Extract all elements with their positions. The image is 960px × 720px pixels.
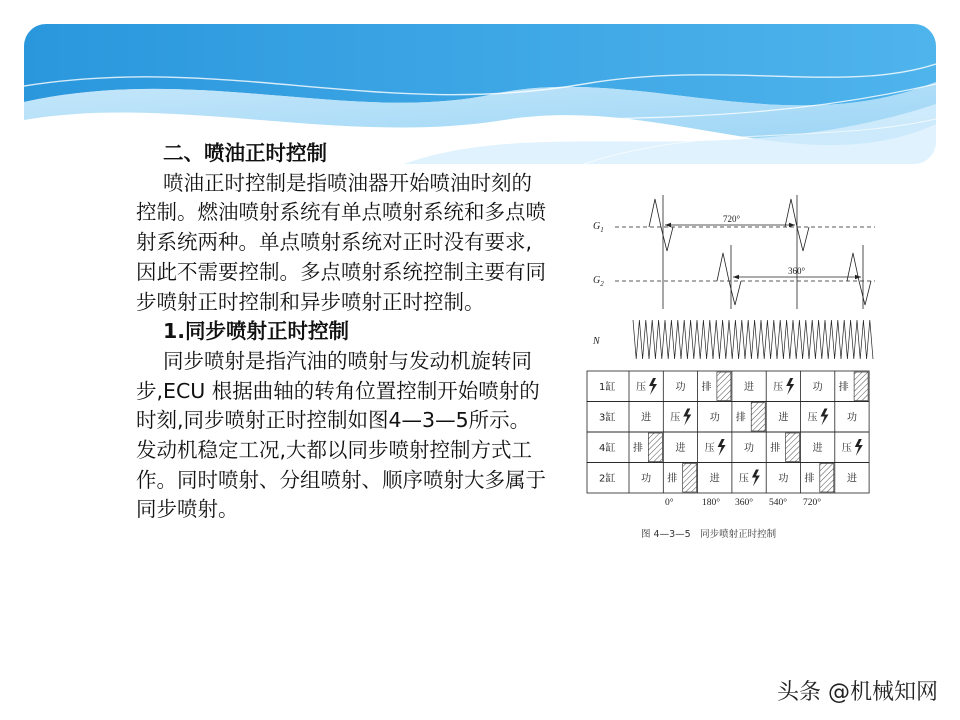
signal-label-g2: $G_2$ bbox=[593, 275, 604, 288]
stroke-cell-text: 压 bbox=[841, 443, 852, 454]
watermark: 头条 @机械知网 bbox=[777, 680, 938, 705]
stroke-cell-text: 功 bbox=[675, 382, 686, 393]
stroke-cell-text: 排 bbox=[770, 443, 781, 454]
stroke-cell-text: 进 bbox=[675, 443, 686, 454]
n-signal-wave bbox=[633, 320, 873, 359]
stroke-cell-text: 排 bbox=[633, 443, 643, 454]
stroke-cell-text: 压 bbox=[807, 412, 818, 424]
stroke-cell-text: 排 bbox=[838, 382, 849, 393]
stroke-cell-text: 压 bbox=[773, 382, 784, 393]
stroke-cell-text: 进 bbox=[744, 382, 755, 393]
angle-label: 0° bbox=[665, 498, 674, 508]
figure-caption: 图 4—3—5 同步喷射正时控制 bbox=[641, 529, 777, 540]
label-720-degrees: 720° bbox=[723, 214, 741, 224]
stroke-cell-text: 功 bbox=[744, 443, 755, 454]
stroke-cell-text: 功 bbox=[778, 473, 789, 485]
spark-icon bbox=[683, 409, 691, 426]
stroke-cell-text: 压 bbox=[738, 473, 749, 485]
cylinder-label: 4缸 bbox=[599, 443, 616, 454]
paragraph-sync-injection: 同步喷射是指汽油的喷射与发动机旋转同步,ECU 根据曲轴的转角位置控制开始喷射的时刻,同步喷射正时控制如图4—3—5所示。发动机稳定工况,大都以同步喷射控制方式工作。同时喷射、分组喷射、顺序喷射大多属于同步喷射。 bbox=[136, 348, 546, 522]
stroke-cell-text: 功 bbox=[812, 382, 823, 393]
spark-icon bbox=[821, 409, 829, 426]
stroke-cell-text: 进 bbox=[846, 473, 857, 485]
paragraph-injection-timing: 喷油正时控制是指喷油器开始喷油时刻的控制。燃油喷射系统有单点喷射系统和多点喷射系统两种。单点喷射系统对正时没有要求,因此不需要控制。多点喷射系统控制主要有同步喷射正时控制和异步喷射正时控制。 bbox=[136, 170, 546, 314]
angle-label: 360° bbox=[735, 498, 754, 508]
spark-icon bbox=[718, 439, 726, 456]
stroke-cell-text: 排 bbox=[735, 412, 746, 424]
stroke-cell-text: 压 bbox=[704, 443, 715, 454]
cylinder-label: 3缸 bbox=[599, 412, 616, 424]
signal-label-g1: $G_1$ bbox=[593, 221, 604, 234]
spark-icon bbox=[786, 378, 794, 395]
spark-icon bbox=[855, 439, 863, 456]
cylinder-label: 2缸 bbox=[599, 473, 616, 485]
stroke-cell-text: 功 bbox=[641, 473, 652, 485]
stroke-cell-text: 功 bbox=[709, 412, 720, 424]
stroke-cell-text: 进 bbox=[778, 412, 789, 424]
stroke-cell-text: 进 bbox=[641, 412, 652, 424]
angle-label: 180° bbox=[702, 498, 721, 508]
body-text bbox=[136, 139, 546, 525]
heading-injection-timing: 二、喷油正时控制 bbox=[163, 141, 327, 165]
label-360-degrees: 360° bbox=[788, 266, 806, 276]
angle-label: 540° bbox=[769, 498, 788, 508]
stroke-cell-text: 排 bbox=[804, 473, 815, 485]
cylinder-label: 1缸 bbox=[599, 382, 616, 393]
stroke-cell-text: 压 bbox=[670, 412, 681, 424]
sync-injection-diagram bbox=[585, 185, 885, 545]
stroke-cell-text: 进 bbox=[709, 473, 720, 485]
stroke-cell-text: 排 bbox=[667, 473, 678, 485]
heading-sync-injection: 1.同步喷射正时控制 bbox=[163, 319, 350, 344]
angle-label: 720° bbox=[803, 498, 822, 508]
cylinder-stroke-table bbox=[587, 371, 869, 508]
spark-icon bbox=[649, 378, 657, 395]
spark-icon bbox=[752, 470, 760, 487]
stroke-cell-text: 进 bbox=[812, 443, 823, 454]
signal-label-n: N bbox=[593, 336, 600, 347]
stroke-cell-text: 功 bbox=[846, 412, 857, 424]
stroke-cell-text: 压 bbox=[636, 382, 646, 393]
stroke-cell-text: 排 bbox=[701, 382, 712, 393]
